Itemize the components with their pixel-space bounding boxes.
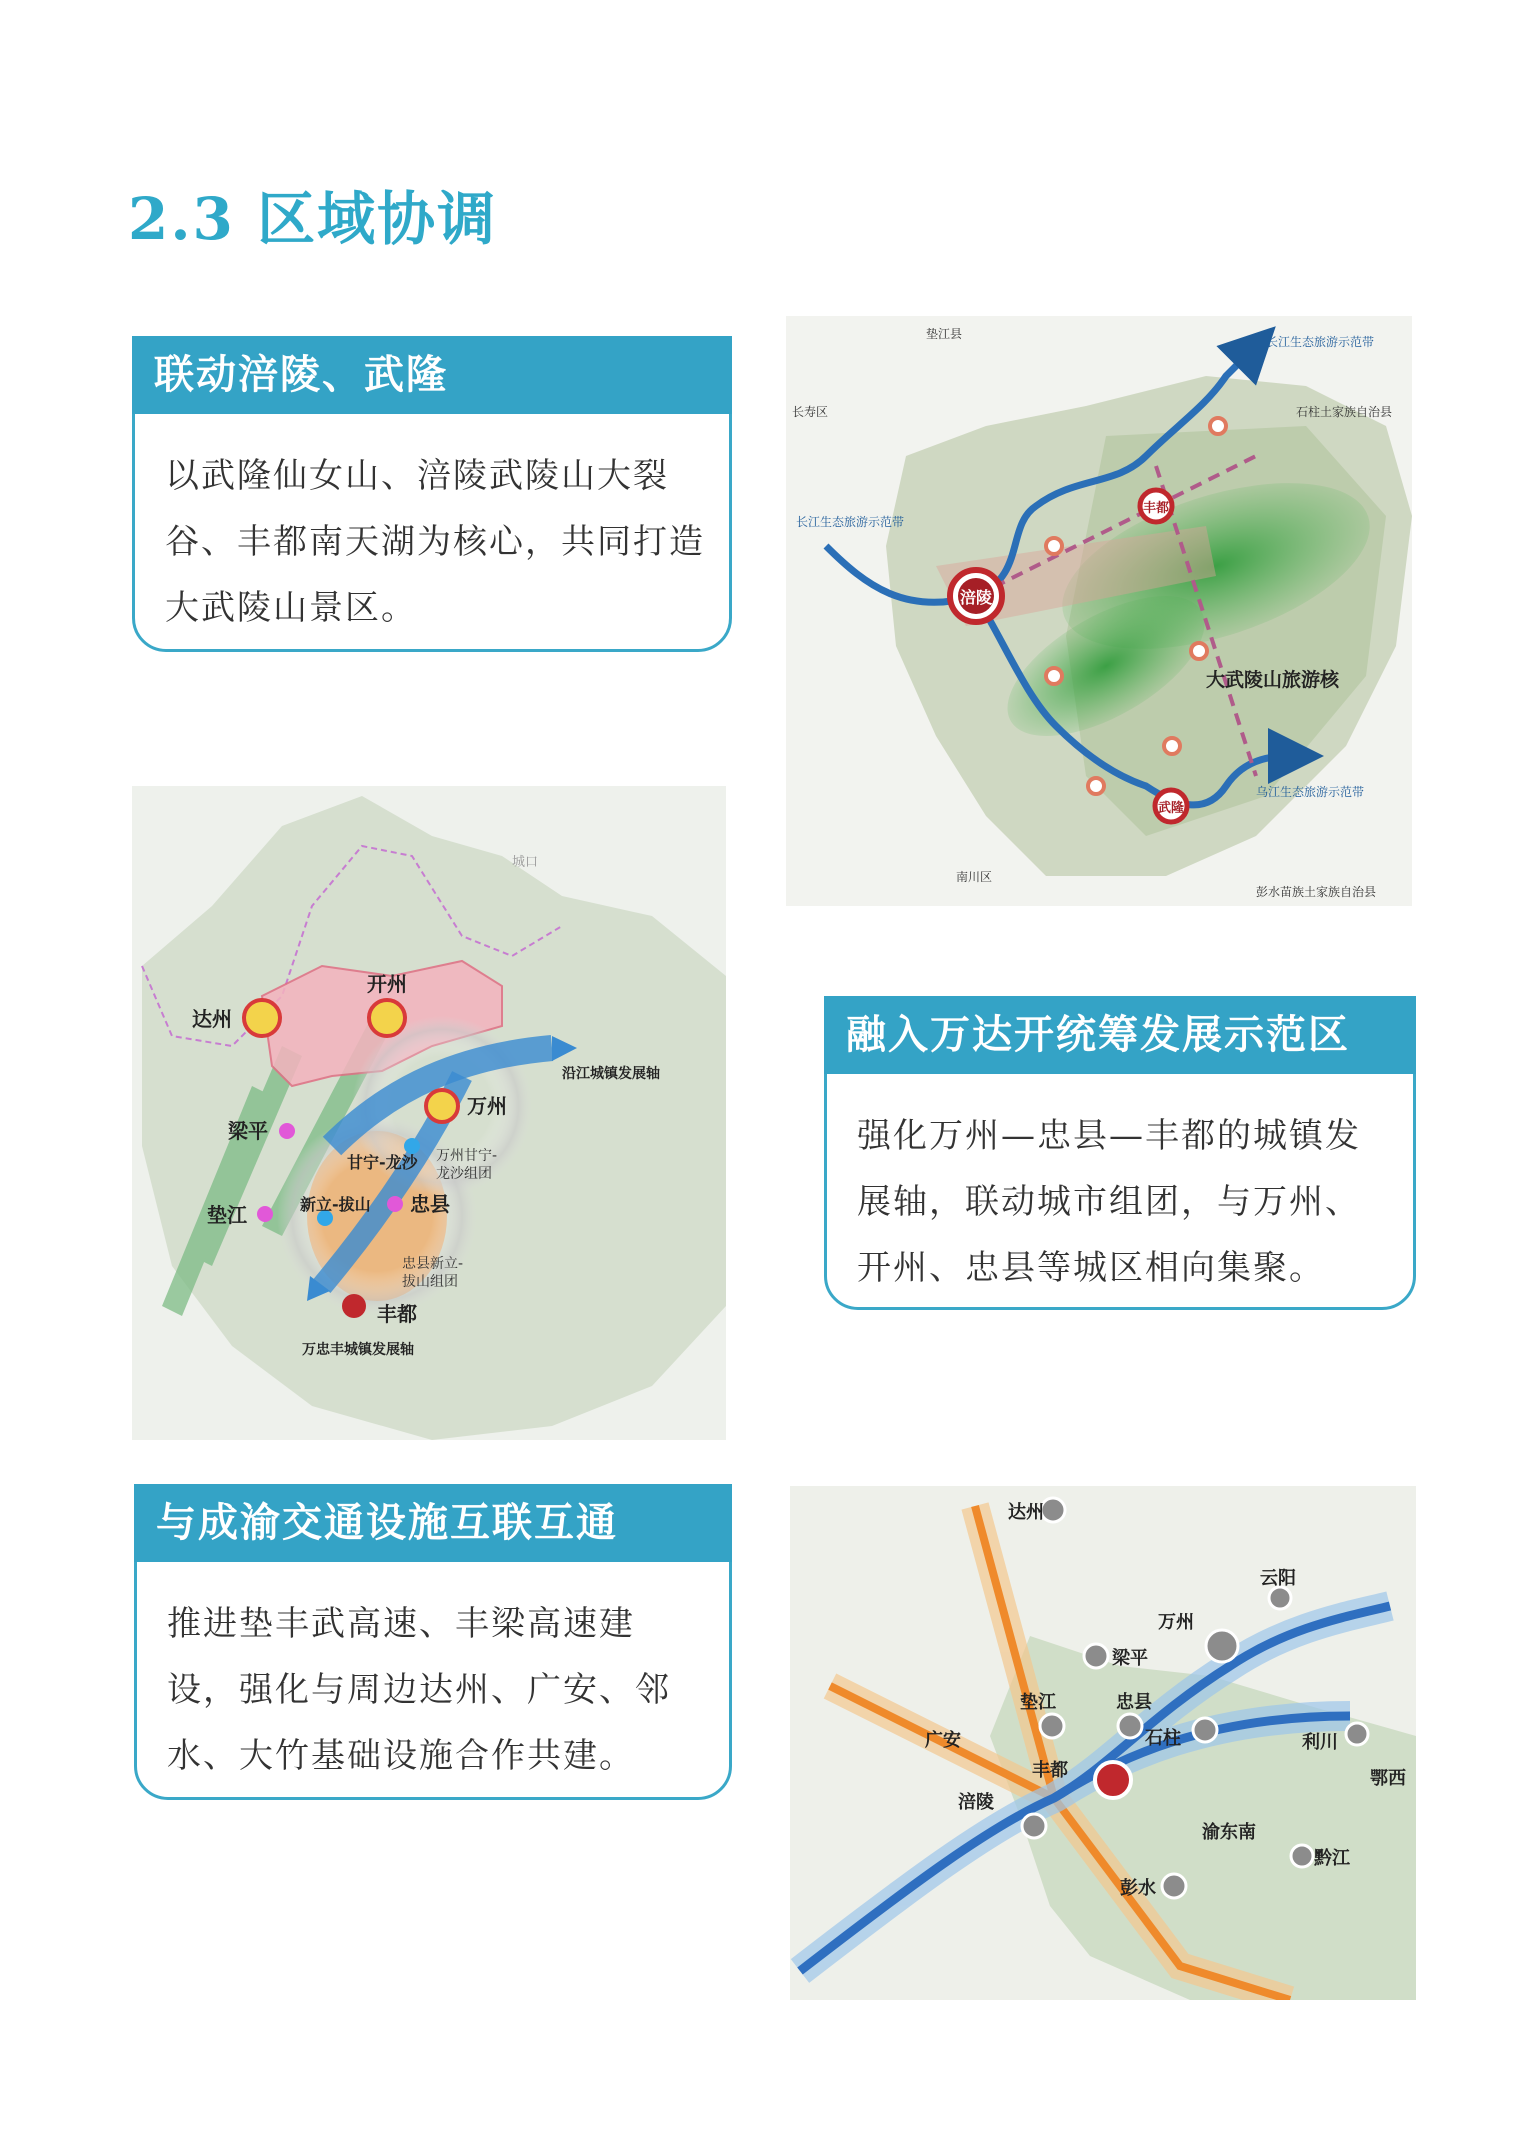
card-fuling-wulong bbox=[132, 336, 732, 652]
card-body-text: 以武隆仙女山、涪陵武陵山大裂谷、丰都南天湖为核心，共同打造大武陵山景区。 bbox=[165, 456, 705, 628]
label-nanchuan: 南川区 bbox=[956, 870, 993, 884]
city-dianjiang bbox=[257, 1206, 273, 1222]
city-kaizhou bbox=[369, 1000, 405, 1036]
map-transport bbox=[790, 1486, 1416, 2000]
label-zhongxian: 忠县 bbox=[1116, 1692, 1152, 1713]
label-dianjiang: 垫江县 bbox=[926, 327, 963, 341]
label-axis-wzf: 万忠丰城镇发展轴 bbox=[302, 1342, 414, 1358]
label-dazhou: 达州 bbox=[192, 1007, 232, 1031]
label-axis-river: 沿江城镇发展轴 bbox=[562, 1066, 660, 1082]
label-belt-se: 乌江生态旅游示范带 bbox=[1256, 785, 1365, 799]
map-wuling-tourism bbox=[786, 316, 1412, 906]
card-body-text: 推进垫丰武高速、丰梁高速建设，强化与周边达州、广安、邻水、大竹基础设施合作共建。 bbox=[167, 1604, 671, 1776]
label-fuling: 涪陵 bbox=[959, 588, 993, 607]
label-shizhu: 石柱 bbox=[1145, 1728, 1181, 1749]
label-lichuan: 利川 bbox=[1302, 1732, 1338, 1753]
label-shizhu: 石柱土家族自治县 bbox=[1296, 405, 1393, 419]
city-fengdu-node bbox=[1095, 1762, 1131, 1798]
city-fengdu bbox=[342, 1294, 366, 1318]
label-wanzhou: 万州 bbox=[1158, 1612, 1194, 1633]
city-zhongxian bbox=[387, 1196, 403, 1212]
label-liangping: 梁平 bbox=[1112, 1648, 1148, 1669]
label-zx-group-1: 忠县新立- bbox=[402, 1256, 464, 1272]
card-wandakai bbox=[824, 996, 1416, 1310]
label-belt-w: 长江生态旅游示范带 bbox=[796, 515, 905, 529]
label-fengdu: 丰都 bbox=[1142, 501, 1170, 516]
label-xinli: 新立-拔山 bbox=[300, 1195, 371, 1214]
label-guangan: 广安 bbox=[925, 1730, 961, 1751]
map-wuling-svg bbox=[786, 316, 1412, 906]
label-pengshui: 彭水 bbox=[1120, 1878, 1156, 1899]
card-body-text: 强化万州—忠县—丰都的城镇发展轴，联动城市组团，与万州、开州、忠县等城区相向集聚。 bbox=[857, 1116, 1361, 1288]
map-wandakai bbox=[132, 786, 726, 1440]
label-wanzhou: 万州 bbox=[467, 1094, 507, 1118]
label-dianjiang: 垫江 bbox=[207, 1203, 247, 1227]
label-wz-group-1: 万州甘宁- bbox=[436, 1148, 498, 1164]
map-wandakai-svg bbox=[132, 786, 726, 1440]
label-liangping: 梁平 bbox=[228, 1119, 268, 1143]
label-wulong: 武隆 bbox=[1157, 801, 1185, 816]
label-yunyang: 云阳 bbox=[1260, 1568, 1296, 1589]
label-wz-group-2: 龙沙组团 bbox=[436, 1166, 492, 1182]
label-pengshui: 彭水苗族土家族自治县 bbox=[1256, 885, 1377, 899]
label-core: 大武陵山旅游核 bbox=[1206, 669, 1340, 691]
label-zx-group-2: 拔山组团 bbox=[402, 1274, 458, 1290]
label-bg-city: 城口 bbox=[512, 855, 539, 870]
label-fuling: 涪陵 bbox=[958, 1792, 994, 1813]
map-transport-svg bbox=[790, 1486, 1416, 2000]
card-heading: 联动涪陵、武隆 bbox=[132, 336, 732, 414]
label-ganning: 甘宁-龙沙 bbox=[347, 1153, 418, 1172]
city-liangping bbox=[279, 1123, 295, 1139]
label-qianjiang: 黔江 bbox=[1314, 1848, 1350, 1869]
city-dazhou bbox=[244, 1000, 280, 1036]
label-fengdu: 丰都 bbox=[1032, 1760, 1068, 1781]
label-exi: 鄂西 bbox=[1370, 1768, 1406, 1789]
label-yudongnan: 渝东南 bbox=[1202, 1822, 1256, 1843]
label-zhongxian: 忠县 bbox=[410, 1192, 450, 1216]
city-ganning bbox=[404, 1138, 420, 1154]
page-title: 2.3 区域协调 bbox=[128, 185, 498, 253]
card-heading: 与成渝交通设施互联互通 bbox=[134, 1484, 732, 1562]
label-dazhou: 达州 bbox=[1008, 1502, 1044, 1523]
label-kaizhou: 开州 bbox=[367, 972, 407, 996]
city-wanzhou bbox=[426, 1090, 458, 1122]
label-fengdu: 丰都 bbox=[377, 1302, 417, 1326]
card-chengyu-transport bbox=[134, 1484, 732, 1800]
card-heading: 融入万达开统筹发展示范区 bbox=[824, 996, 1416, 1074]
label-belt-ne: 长江生态旅游示范带 bbox=[1266, 335, 1375, 349]
label-dianjiang: 垫江 bbox=[1020, 1692, 1056, 1713]
label-changshou: 长寿区 bbox=[792, 405, 829, 419]
